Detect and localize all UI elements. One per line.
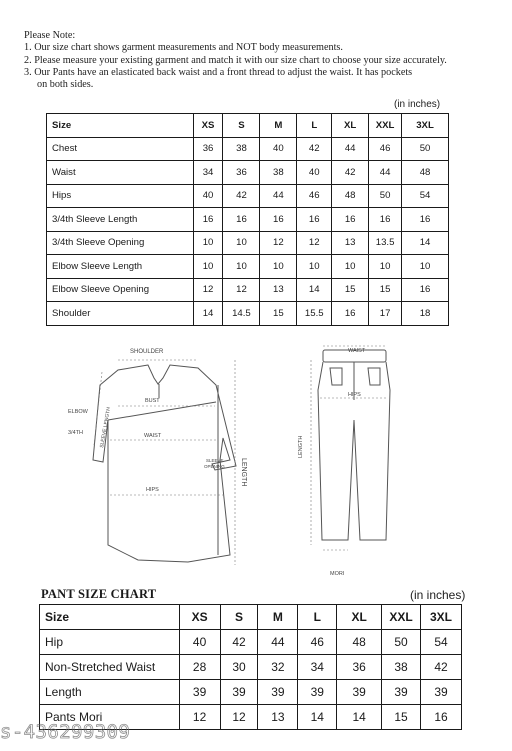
measurement-value: 10 (332, 255, 369, 279)
measurement-value: 12 (297, 231, 332, 255)
size-column-header: L (298, 605, 337, 630)
measurement-value: 42 (220, 630, 258, 655)
measurement-label: Chest (47, 137, 194, 161)
kurta-elbow-label: ELBOW (68, 409, 88, 415)
measurement-value: 12 (223, 278, 260, 302)
measurement-value: 36 (193, 137, 223, 161)
size-column-header: XXL (369, 114, 402, 138)
measurement-value: 10 (193, 231, 223, 255)
table-row (47, 137, 449, 161)
pant-hips-label: HIPS (348, 392, 361, 398)
measurement-value: 15 (369, 278, 402, 302)
size-column-header: L (297, 114, 332, 138)
measurement-value: 48 (402, 161, 449, 185)
measurement-value: 48 (332, 184, 369, 208)
size-column-header: 3XL (421, 605, 462, 630)
measurement-value: 15.5 (297, 302, 332, 326)
size-column-header: XL (337, 605, 382, 630)
measurement-diagram (30, 340, 470, 580)
measurement-value: 16 (402, 278, 449, 302)
measurement-value: 39 (220, 680, 258, 705)
note-line-3: 3. Our Pants have an elasticated back waist and a front thread to adjust the waist. It has pockets (24, 66, 413, 78)
measurement-value: 30 (220, 655, 258, 680)
measurement-value: 46 (298, 630, 337, 655)
size-column-header: 3XL (402, 114, 449, 138)
kurta-hips-label: HIPS (146, 487, 159, 493)
measurement-label: Elbow Sleeve Opening (47, 278, 194, 302)
measurement-value: 38 (223, 137, 260, 161)
measurement-value: 50 (382, 630, 421, 655)
measurement-value: 46 (369, 137, 402, 161)
measurement-value: 10 (223, 255, 260, 279)
measurement-value: 10 (402, 255, 449, 279)
measurement-value: 44 (260, 184, 297, 208)
kurta-waist-label: WAIST (144, 433, 162, 439)
table-row (47, 161, 449, 185)
pant-diagram (318, 350, 390, 540)
measurement-value: 28 (179, 655, 220, 680)
measurement-value: 54 (421, 630, 462, 655)
pant-length-label: LENGTH (298, 435, 304, 458)
pant-chart-title: PANT SIZE CHART (41, 587, 157, 601)
note-heading: Please Note: (24, 30, 76, 41)
table-row (47, 208, 449, 232)
measurement-value: 44 (258, 630, 298, 655)
measurement-value: 48 (337, 630, 382, 655)
size-header-cell: Size (47, 114, 194, 138)
measurement-value: 12 (179, 705, 220, 730)
pant-chart-unit: (in inches) (410, 588, 466, 602)
kurta-size-table-body (47, 114, 449, 326)
measurement-label: Pants Mori (40, 705, 180, 730)
measurement-value: 10 (223, 231, 260, 255)
kurta-shoulder-label: SHOULDER (130, 349, 164, 355)
measurement-value: 16 (297, 208, 332, 232)
measurement-value: 39 (382, 680, 421, 705)
size-column-header: M (260, 114, 297, 138)
measurement-value: 42 (421, 655, 462, 680)
measurement-value: 38 (382, 655, 421, 680)
measurement-value: 50 (402, 137, 449, 161)
measurement-value: 16 (402, 208, 449, 232)
measurement-value: 16 (369, 208, 402, 232)
measurement-value: 12 (220, 705, 258, 730)
size-column-header: XS (179, 605, 220, 630)
measurement-value: 39 (258, 680, 298, 705)
measurement-value: 14 (193, 302, 223, 326)
measurement-value: 12 (260, 231, 297, 255)
pant-mori-label: MORI (330, 571, 345, 577)
measurement-label: 3/4th Sleeve Opening (47, 231, 194, 255)
measurement-value: 38 (260, 161, 297, 185)
measurement-value: 40 (260, 137, 297, 161)
measurement-value: 36 (337, 655, 382, 680)
measurement-value: 10 (369, 255, 402, 279)
measurement-value: 15 (382, 705, 421, 730)
measurement-value: 16 (260, 208, 297, 232)
measurement-value: 16 (421, 705, 462, 730)
measurement-label: Length (40, 680, 180, 705)
measurement-value: 36 (223, 161, 260, 185)
measurement-value: 42 (297, 137, 332, 161)
measurement-value: 40 (193, 184, 223, 208)
measurement-value: 39 (421, 680, 462, 705)
measurement-value: 32 (258, 655, 298, 680)
note-line-1: 1. Our size chart shows garment measurements and NOT body measurements. (24, 42, 343, 54)
size-note (24, 30, 504, 91)
kurta-bust-label: BUST (145, 398, 160, 404)
table-row (47, 184, 449, 208)
size-column-header: S (223, 114, 260, 138)
measurement-value: 16 (332, 208, 369, 232)
measurement-value: 10 (193, 255, 223, 279)
measurement-value: 13.5 (369, 231, 402, 255)
table-row (40, 680, 462, 705)
table-row (47, 302, 449, 326)
measurement-value: 12 (193, 278, 223, 302)
measurement-value: 16 (332, 302, 369, 326)
measurement-value: 44 (369, 161, 402, 185)
measurement-value: 14 (297, 278, 332, 302)
size-column-header: M (258, 605, 298, 630)
measurement-value: 14 (298, 705, 337, 730)
kurta-size-table (46, 113, 449, 326)
note-line-4: on both sides. (37, 79, 94, 91)
measurement-value: 40 (179, 630, 220, 655)
size-column-header: S (220, 605, 258, 630)
measurement-value: 42 (223, 184, 260, 208)
measurement-value: 10 (260, 255, 297, 279)
measurement-value: 39 (337, 680, 382, 705)
measurement-value: 18 (402, 302, 449, 326)
measurement-value: 34 (298, 655, 337, 680)
measurement-value: 39 (179, 680, 220, 705)
size-header-cell: Size (40, 605, 180, 630)
pant-size-table (39, 604, 462, 730)
measurement-value: 10 (297, 255, 332, 279)
table-header-row (40, 605, 462, 630)
measurement-value: 16 (193, 208, 223, 232)
measurement-value: 50 (369, 184, 402, 208)
measurement-value: 44 (332, 137, 369, 161)
measurement-value: 13 (260, 278, 297, 302)
table-header-row (47, 114, 449, 138)
measurement-value: 16 (223, 208, 260, 232)
measurement-value: 13 (332, 231, 369, 255)
table-row (40, 655, 462, 680)
measurement-value: 14 (337, 705, 382, 730)
measurement-value: 13 (258, 705, 298, 730)
table-row (40, 630, 462, 655)
measurement-label: Waist (47, 161, 194, 185)
size-column-header: XXL (382, 605, 421, 630)
measurement-label: Hip (40, 630, 180, 655)
measurement-value: 40 (297, 161, 332, 185)
top-chart-unit: (in inches) (394, 99, 441, 110)
measurement-value: 34 (193, 161, 223, 185)
measurement-label: Hips (47, 184, 194, 208)
pant-waist-label: WAIST (348, 348, 366, 354)
kurta-sleeve-opening-label-1: SLEEVE (206, 458, 224, 463)
measurement-label: 3/4th Sleeve Length (47, 208, 194, 232)
table-row (47, 278, 449, 302)
measurement-value: 54 (402, 184, 449, 208)
note-line-2: 2. Please measure your existing garment and match it with our size chart to choose your size accurately. (24, 54, 447, 66)
measurement-value: 15 (332, 278, 369, 302)
measurement-value: 14.5 (223, 302, 260, 326)
watermark: s-436299309 (0, 721, 131, 743)
measurement-value: 39 (298, 680, 337, 705)
kurta-sleeve-length-label: SLEEVE LENGTH (99, 406, 113, 449)
measurement-label: Elbow Sleeve Length (47, 255, 194, 279)
size-column-header: XL (332, 114, 369, 138)
measurement-value: 42 (332, 161, 369, 185)
table-row (47, 255, 449, 279)
measurement-label: Shoulder (47, 302, 194, 326)
measurement-value: 17 (369, 302, 402, 326)
kurta-three-fourth-label: 3/4TH (68, 430, 83, 436)
measurement-value: 15 (260, 302, 297, 326)
measurement-value: 46 (297, 184, 332, 208)
size-column-header: XS (193, 114, 223, 138)
kurta-length-label: LENGTH (240, 458, 247, 487)
kurta-sleeve-opening-label-2: OPENING (204, 464, 225, 469)
table-row (47, 231, 449, 255)
measurement-value: 14 (402, 231, 449, 255)
measurement-label: Non-Stretched Waist (40, 655, 180, 680)
pant-size-table-body (40, 605, 462, 730)
